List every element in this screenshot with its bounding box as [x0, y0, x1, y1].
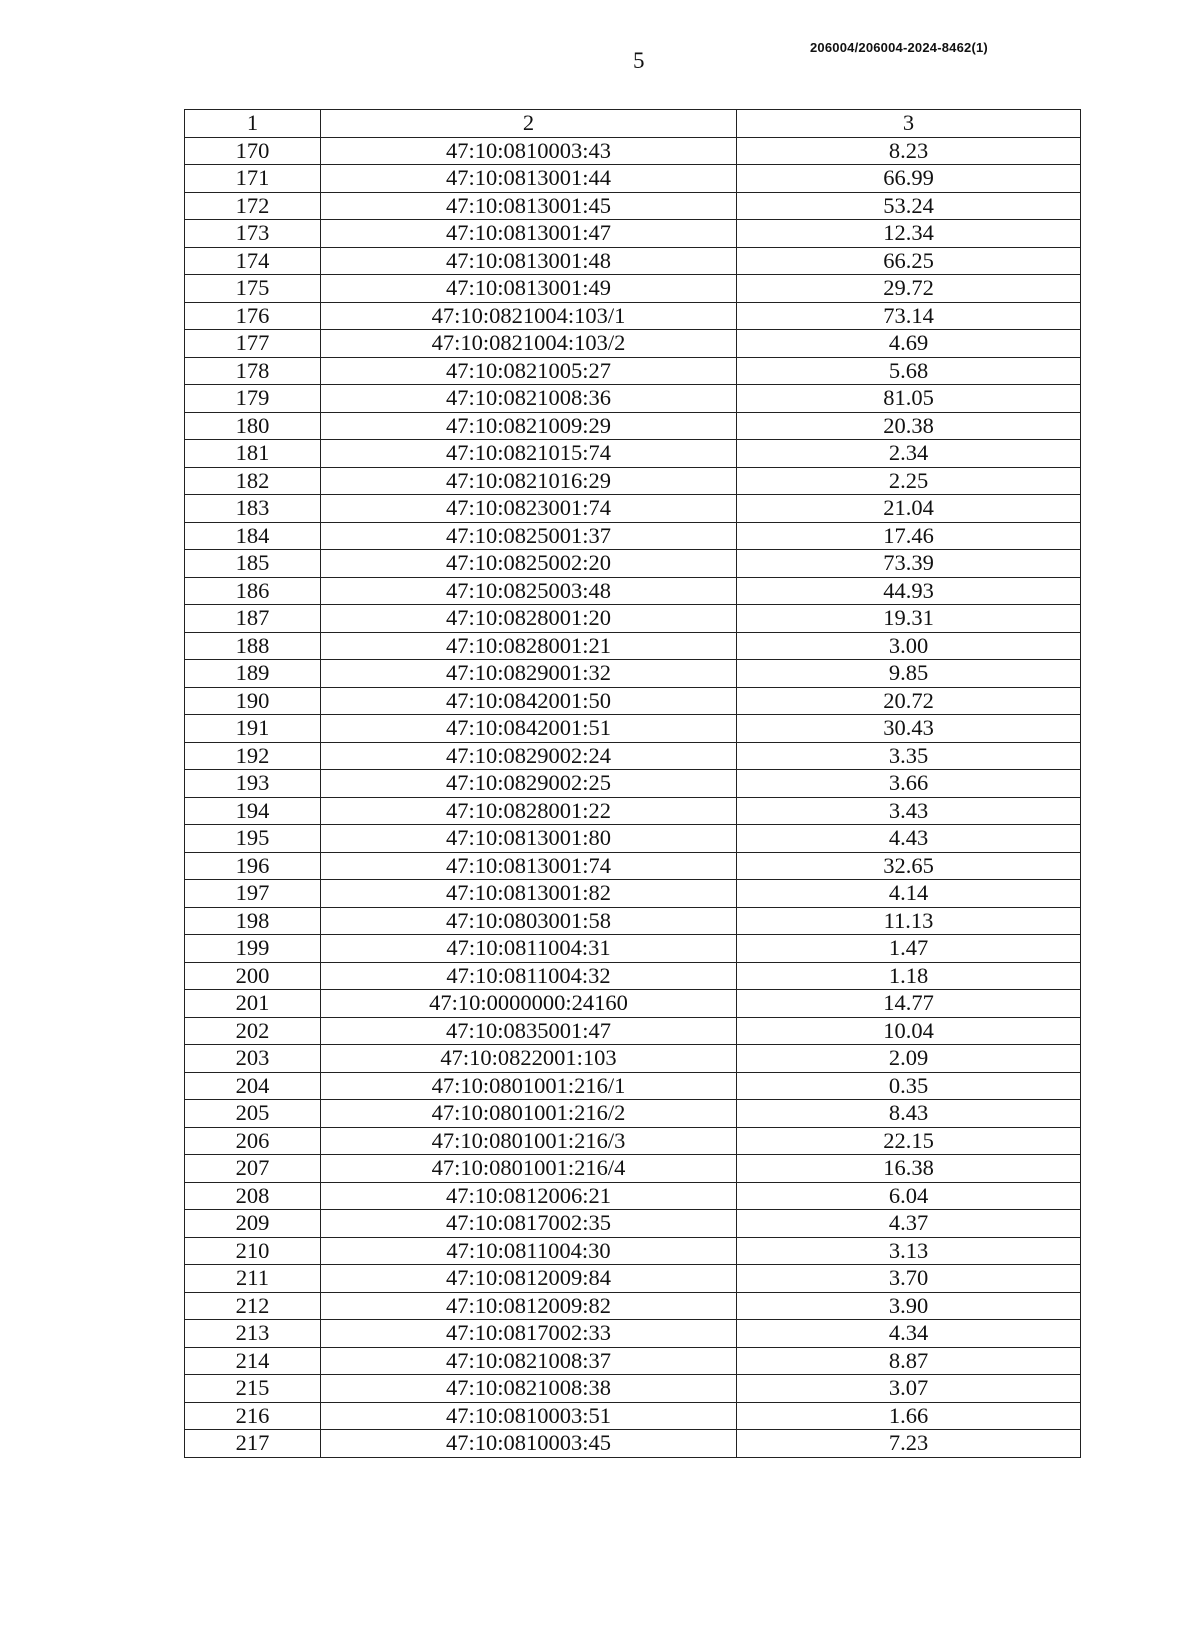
cadastral-number-cell: 47:10:0817002:35 — [321, 1210, 737, 1238]
row-number-cell: 193 — [185, 770, 321, 798]
row-number-cell: 206 — [185, 1127, 321, 1155]
table-row — [185, 1237, 1081, 1265]
row-number-cell: 188 — [185, 632, 321, 660]
row-number-cell: 170 — [185, 137, 321, 165]
table-row — [185, 1155, 1081, 1183]
table-row — [185, 495, 1081, 523]
value-cell: 12.34 — [737, 220, 1081, 248]
table-row — [185, 302, 1081, 330]
cadastral-number-cell: 47:10:0825003:48 — [321, 577, 737, 605]
row-number-cell: 191 — [185, 715, 321, 743]
value-cell: 2.34 — [737, 440, 1081, 468]
table-row — [185, 1265, 1081, 1293]
cadastral-number-cell: 47:10:0801001:216/4 — [321, 1155, 737, 1183]
row-number-cell: 199 — [185, 935, 321, 963]
row-number-cell: 187 — [185, 605, 321, 633]
table-row — [185, 330, 1081, 358]
value-cell: 0.35 — [737, 1072, 1081, 1100]
value-cell: 8.23 — [737, 137, 1081, 165]
value-cell: 73.39 — [737, 550, 1081, 578]
cadastral-number-cell: 47:10:0803001:58 — [321, 907, 737, 935]
table-row — [185, 467, 1081, 495]
cadastral-number-cell: 47:10:0801001:216/2 — [321, 1100, 737, 1128]
cadastral-number-cell: 47:10:0801001:216/1 — [321, 1072, 737, 1100]
value-cell: 22.15 — [737, 1127, 1081, 1155]
cadastral-number-cell: 47:10:0825002:20 — [321, 550, 737, 578]
cadastral-number-cell: 47:10:0829002:25 — [321, 770, 737, 798]
table-row — [185, 770, 1081, 798]
value-cell: 3.13 — [737, 1237, 1081, 1265]
value-cell: 44.93 — [737, 577, 1081, 605]
table-row — [185, 605, 1081, 633]
value-cell: 5.68 — [737, 357, 1081, 385]
value-cell: 81.05 — [737, 385, 1081, 413]
column-header-cadastral: 2 — [321, 110, 737, 138]
table-row — [185, 1402, 1081, 1430]
table-body — [185, 137, 1081, 1457]
table-row — [185, 440, 1081, 468]
cadastral-number-cell: 47:10:0811004:32 — [321, 962, 737, 990]
row-number-cell: 175 — [185, 275, 321, 303]
table-row — [185, 220, 1081, 248]
header-row — [185, 110, 1081, 138]
cadastral-number-cell: 47:10:0821004:103/1 — [321, 302, 737, 330]
row-number-cell: 217 — [185, 1430, 321, 1458]
page-number: 5 — [633, 48, 645, 73]
value-cell: 6.04 — [737, 1182, 1081, 1210]
table-header — [185, 110, 1081, 138]
cadastral-number-cell: 47:10:0811004:31 — [321, 935, 737, 963]
row-number-cell: 176 — [185, 302, 321, 330]
value-cell: 9.85 — [737, 660, 1081, 688]
cadastral-number-cell: 47:10:0813001:48 — [321, 247, 737, 275]
value-cell: 21.04 — [737, 495, 1081, 523]
row-number-cell: 177 — [185, 330, 321, 358]
cadastral-number-cell: 47:10:0842001:50 — [321, 687, 737, 715]
row-number-cell: 196 — [185, 852, 321, 880]
row-number-cell: 190 — [185, 687, 321, 715]
value-cell: 11.13 — [737, 907, 1081, 935]
cadastral-number-cell: 47:10:0812009:84 — [321, 1265, 737, 1293]
cadastral-number-cell: 47:10:0813001:80 — [321, 825, 737, 853]
cadastral-number-cell: 47:10:0821016:29 — [321, 467, 737, 495]
parcel-table — [184, 109, 1081, 1458]
value-cell: 1.47 — [737, 935, 1081, 963]
cadastral-number-cell: 47:10:0842001:51 — [321, 715, 737, 743]
cadastral-number-cell: 47:10:0812009:82 — [321, 1292, 737, 1320]
table-row — [185, 1017, 1081, 1045]
cadastral-number-cell: 47:10:0813001:82 — [321, 880, 737, 908]
value-cell: 66.99 — [737, 165, 1081, 193]
value-cell: 3.90 — [737, 1292, 1081, 1320]
row-number-cell: 178 — [185, 357, 321, 385]
row-number-cell: 207 — [185, 1155, 321, 1183]
cadastral-number-cell: 47:10:0810003:51 — [321, 1402, 737, 1430]
value-cell: 4.37 — [737, 1210, 1081, 1238]
value-cell: 2.09 — [737, 1045, 1081, 1073]
row-number-cell: 209 — [185, 1210, 321, 1238]
row-number-cell: 201 — [185, 990, 321, 1018]
value-cell: 8.43 — [737, 1100, 1081, 1128]
table-row — [185, 385, 1081, 413]
cadastral-number-cell: 47:10:0801001:216/3 — [321, 1127, 737, 1155]
column-header-value: 3 — [737, 110, 1081, 138]
value-cell: 3.07 — [737, 1375, 1081, 1403]
row-number-cell: 215 — [185, 1375, 321, 1403]
value-cell: 8.87 — [737, 1347, 1081, 1375]
value-cell: 4.14 — [737, 880, 1081, 908]
table-row — [185, 1182, 1081, 1210]
table-row — [185, 275, 1081, 303]
cadastral-number-cell: 47:10:0821009:29 — [321, 412, 737, 440]
table-row — [185, 1072, 1081, 1100]
table-row — [185, 852, 1081, 880]
cadastral-number-cell: 47:10:0000000:24160 — [321, 990, 737, 1018]
row-number-cell: 181 — [185, 440, 321, 468]
row-number-cell: 210 — [185, 1237, 321, 1265]
value-cell: 20.72 — [737, 687, 1081, 715]
row-number-cell: 182 — [185, 467, 321, 495]
value-cell: 10.04 — [737, 1017, 1081, 1045]
row-number-cell: 171 — [185, 165, 321, 193]
cadastral-number-cell: 47:10:0821005:27 — [321, 357, 737, 385]
value-cell: 4.43 — [737, 825, 1081, 853]
cadastral-number-cell: 47:10:0813001:49 — [321, 275, 737, 303]
cadastral-number-cell: 47:10:0813001:45 — [321, 192, 737, 220]
table-row — [185, 880, 1081, 908]
table-row — [185, 1320, 1081, 1348]
table-row — [185, 522, 1081, 550]
table-row — [185, 247, 1081, 275]
value-cell: 3.70 — [737, 1265, 1081, 1293]
row-number-cell: 213 — [185, 1320, 321, 1348]
row-number-cell: 194 — [185, 797, 321, 825]
row-number-cell: 212 — [185, 1292, 321, 1320]
value-cell: 19.31 — [737, 605, 1081, 633]
row-number-cell: 214 — [185, 1347, 321, 1375]
document-code: 206004/206004-2024-8462(1) — [810, 40, 988, 55]
table-row — [185, 1375, 1081, 1403]
table-row — [185, 990, 1081, 1018]
table-row — [185, 825, 1081, 853]
table-row — [185, 715, 1081, 743]
table-row — [185, 137, 1081, 165]
cadastral-number-cell: 47:10:0828001:22 — [321, 797, 737, 825]
value-cell: 3.35 — [737, 742, 1081, 770]
table-row — [185, 192, 1081, 220]
row-number-cell: 211 — [185, 1265, 321, 1293]
table-row — [185, 935, 1081, 963]
value-cell: 32.65 — [737, 852, 1081, 880]
cadastral-number-cell: 47:10:0817002:33 — [321, 1320, 737, 1348]
cadastral-number-cell: 47:10:0828001:20 — [321, 605, 737, 633]
cadastral-number-cell: 47:10:0821008:36 — [321, 385, 737, 413]
row-number-cell: 183 — [185, 495, 321, 523]
table-row — [185, 1347, 1081, 1375]
cadastral-number-cell: 47:10:0812006:21 — [321, 1182, 737, 1210]
cadastral-number-cell: 47:10:0823001:74 — [321, 495, 737, 523]
table-row — [185, 1292, 1081, 1320]
value-cell: 3.00 — [737, 632, 1081, 660]
table-row — [185, 1430, 1081, 1458]
row-number-cell: 205 — [185, 1100, 321, 1128]
cadastral-number-cell: 47:10:0828001:21 — [321, 632, 737, 660]
table-row — [185, 577, 1081, 605]
row-number-cell: 180 — [185, 412, 321, 440]
cadastral-number-cell: 47:10:0822001:103 — [321, 1045, 737, 1073]
table-row — [185, 962, 1081, 990]
value-cell: 29.72 — [737, 275, 1081, 303]
table-row — [185, 412, 1081, 440]
row-number-cell: 198 — [185, 907, 321, 935]
row-number-cell: 203 — [185, 1045, 321, 1073]
cadastral-number-cell: 47:10:0829001:32 — [321, 660, 737, 688]
value-cell: 4.34 — [737, 1320, 1081, 1348]
value-cell: 30.43 — [737, 715, 1081, 743]
table-row — [185, 550, 1081, 578]
row-number-cell: 174 — [185, 247, 321, 275]
row-number-cell: 216 — [185, 1402, 321, 1430]
value-cell: 20.38 — [737, 412, 1081, 440]
table-row — [185, 907, 1081, 935]
cadastral-number-cell: 47:10:0813001:44 — [321, 165, 737, 193]
value-cell: 14.77 — [737, 990, 1081, 1018]
value-cell: 73.14 — [737, 302, 1081, 330]
value-cell: 1.18 — [737, 962, 1081, 990]
cadastral-number-cell: 47:10:0821008:38 — [321, 1375, 737, 1403]
table-row — [185, 632, 1081, 660]
value-cell: 53.24 — [737, 192, 1081, 220]
table-row — [185, 165, 1081, 193]
cadastral-number-cell: 47:10:0813001:47 — [321, 220, 737, 248]
row-number-cell: 185 — [185, 550, 321, 578]
cadastral-number-cell: 47:10:0821004:103/2 — [321, 330, 737, 358]
cadastral-number-cell: 47:10:0829002:24 — [321, 742, 737, 770]
table-row — [185, 1045, 1081, 1073]
cadastral-number-cell: 47:10:0825001:37 — [321, 522, 737, 550]
row-number-cell: 179 — [185, 385, 321, 413]
column-header-number: 1 — [185, 110, 321, 138]
value-cell: 1.66 — [737, 1402, 1081, 1430]
table-row — [185, 660, 1081, 688]
row-number-cell: 195 — [185, 825, 321, 853]
table-row — [185, 1100, 1081, 1128]
table-row — [185, 797, 1081, 825]
row-number-cell: 197 — [185, 880, 321, 908]
value-cell: 66.25 — [737, 247, 1081, 275]
row-number-cell: 204 — [185, 1072, 321, 1100]
row-number-cell: 186 — [185, 577, 321, 605]
value-cell: 3.66 — [737, 770, 1081, 798]
row-number-cell: 184 — [185, 522, 321, 550]
cadastral-number-cell: 47:10:0810003:45 — [321, 1430, 737, 1458]
value-cell: 7.23 — [737, 1430, 1081, 1458]
cadastral-number-cell: 47:10:0835001:47 — [321, 1017, 737, 1045]
row-number-cell: 192 — [185, 742, 321, 770]
table-row — [185, 357, 1081, 385]
row-number-cell: 202 — [185, 1017, 321, 1045]
cadastral-number-cell: 47:10:0810003:43 — [321, 137, 737, 165]
value-cell: 3.43 — [737, 797, 1081, 825]
row-number-cell: 208 — [185, 1182, 321, 1210]
table-row — [185, 742, 1081, 770]
table-row — [185, 1127, 1081, 1155]
cadastral-number-cell: 47:10:0821008:37 — [321, 1347, 737, 1375]
value-cell: 2.25 — [737, 467, 1081, 495]
value-cell: 17.46 — [737, 522, 1081, 550]
cadastral-number-cell: 47:10:0821015:74 — [321, 440, 737, 468]
cadastral-number-cell: 47:10:0811004:30 — [321, 1237, 737, 1265]
row-number-cell: 172 — [185, 192, 321, 220]
table-row — [185, 1210, 1081, 1238]
value-cell: 4.69 — [737, 330, 1081, 358]
table-row — [185, 687, 1081, 715]
row-number-cell: 173 — [185, 220, 321, 248]
cadastral-number-cell: 47:10:0813001:74 — [321, 852, 737, 880]
row-number-cell: 189 — [185, 660, 321, 688]
value-cell: 16.38 — [737, 1155, 1081, 1183]
row-number-cell: 200 — [185, 962, 321, 990]
